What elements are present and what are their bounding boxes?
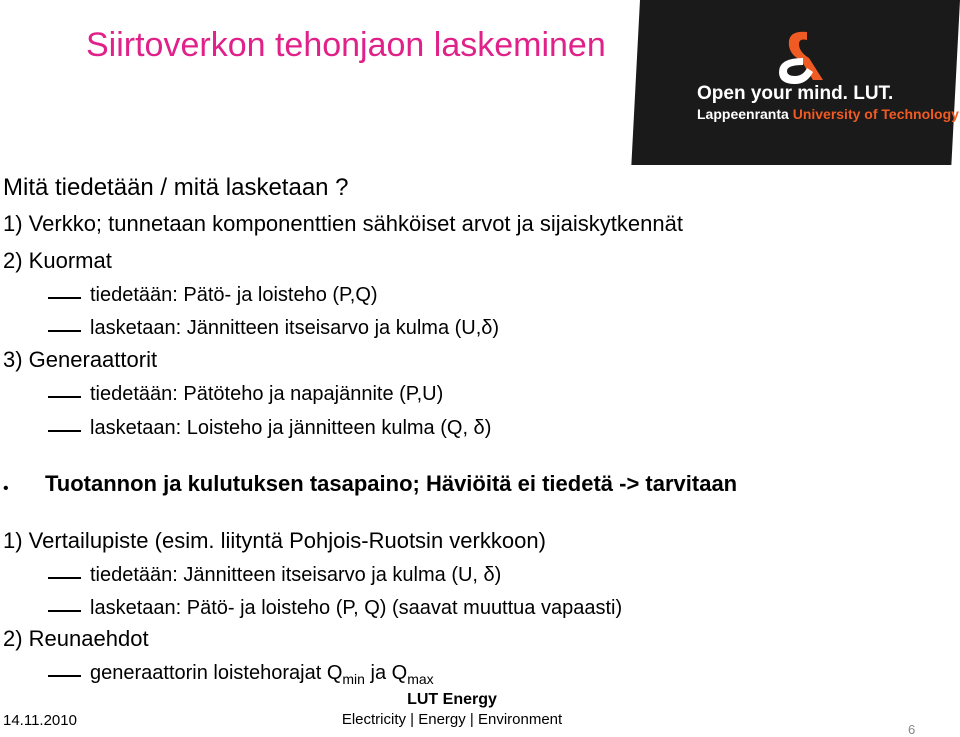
list-item: 3) Generaattorit bbox=[3, 347, 158, 372]
sub-item: lasketaan: Loisteho ja jännitteen kulma (Q, δ) bbox=[90, 417, 492, 439]
dash-icon bbox=[48, 610, 81, 612]
dash-icon bbox=[48, 330, 81, 332]
footer-date: 14.11.2010 bbox=[3, 712, 77, 729]
dash-icon bbox=[48, 297, 81, 299]
sub-item: generaattorin loistehorajat $Q_{min}$ ja $Q_{max}$ bbox=[90, 662, 434, 687]
lut-ampersand-logo-icon bbox=[773, 28, 825, 86]
list-item: 2) Reunaehdot bbox=[3, 626, 149, 651]
sub-item: tiedetään: Jännitteen itseisarvo ja kulma (U, δ) bbox=[90, 564, 502, 586]
footer-brand: LUT Energy Electricity | Energy | Environment bbox=[341, 691, 563, 728]
section-heading: Mitä tiedetään / mitä lasketaan ? bbox=[3, 174, 349, 201]
sub-item: tiedetään: Pätö- ja loisteho (P,Q) bbox=[90, 284, 378, 306]
list-item: 2) Kuormat bbox=[3, 248, 112, 273]
sub-item: lasketaan: Jännitteen itseisarvo ja kulma (U,δ) bbox=[90, 317, 500, 339]
list-item: 1) Verkko; tunnetaan komponenttien sähköiset arvot ja sijaiskytkennät bbox=[3, 211, 683, 236]
dash-icon bbox=[48, 396, 81, 398]
sub-item: tiedetään: Pätöteho ja napajännite (P,U) bbox=[90, 383, 444, 405]
logo-university: Lappeenranta University of Technology bbox=[697, 106, 959, 122]
page-number: 6 bbox=[908, 722, 916, 737]
dash-icon bbox=[48, 675, 81, 677]
logo-slogan: Open your mind. LUT. bbox=[697, 83, 894, 104]
dash-icon bbox=[48, 430, 81, 432]
sub-item: lasketaan: Pätö- ja loisteho (P, Q) (saavat muuttua vapaasti) bbox=[90, 597, 623, 619]
bullet-text: Tuotannon ja kulutuksen tasapaino; Häviöitä ei tiedetä -> tarvitaan bbox=[45, 471, 738, 496]
page-title: Siirtoverkon tehonjaon laskeminen bbox=[86, 26, 606, 64]
dash-icon bbox=[48, 577, 81, 579]
bullet-icon: • bbox=[3, 480, 9, 497]
list-item: 1) Vertailupiste (esim. liityntä Pohjois-Ruotsin verkkoon) bbox=[3, 528, 546, 553]
